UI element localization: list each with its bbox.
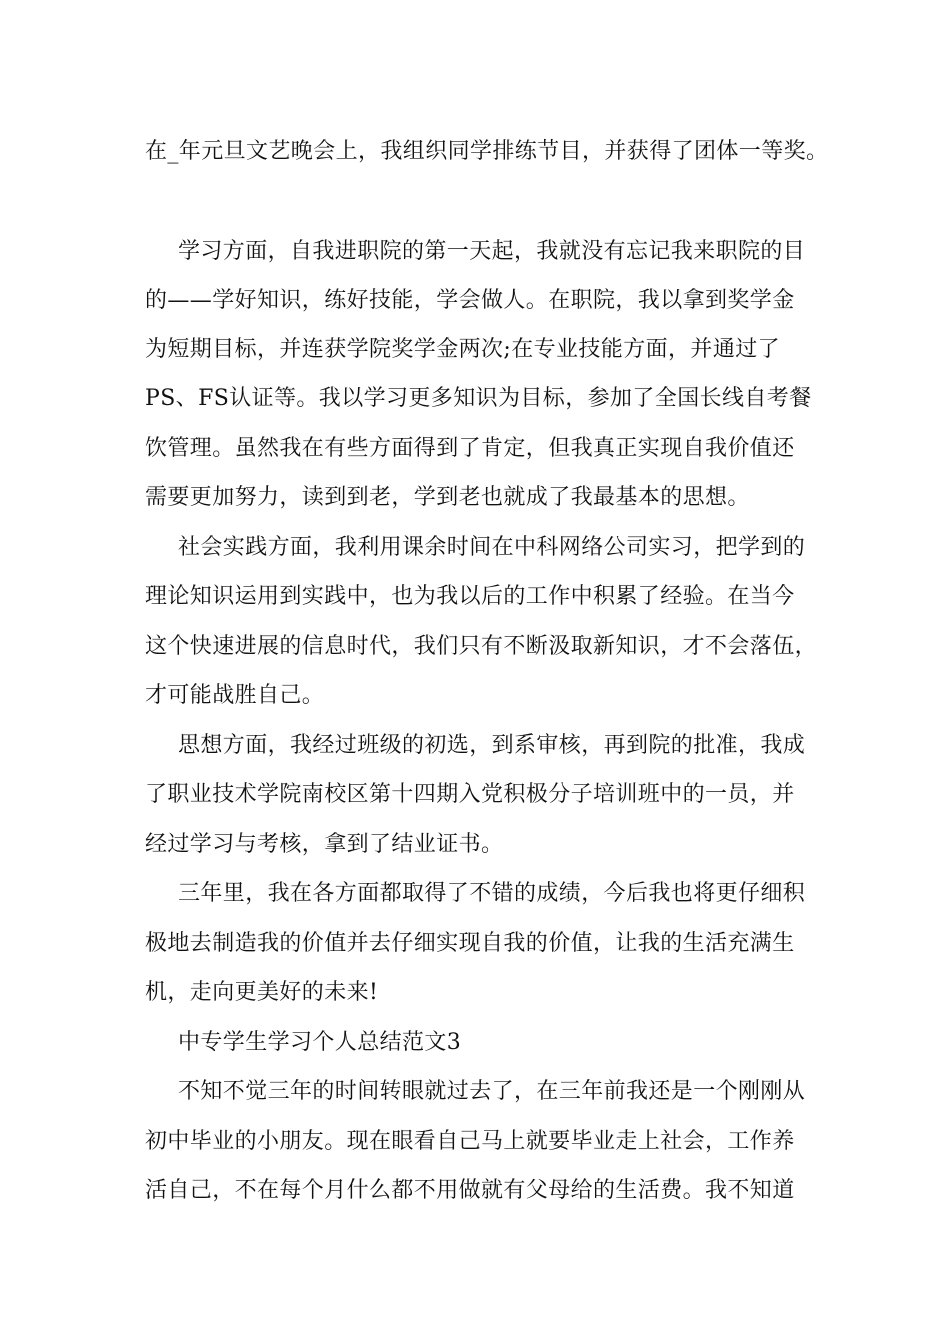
paragraph-line: PS、FS认证等。我以学习更多知识为目标，参加了全国长线自考餐 [145, 386, 812, 411]
paragraph-line: 需要更加努力，读到到老，学到老也就成了我最基本的思想。 [145, 485, 750, 510]
paragraph-line: 学习方面，自我进职院的第一天起，我就没有忘记我来职院的目 [178, 239, 806, 264]
paragraph-line: 活自己，不在每个月什么都不用做就有父母给的生活费。我不知道 [145, 1178, 795, 1203]
paragraph-line: 理论知识运用到实践中，也为我以后的工作中积累了经验。在当今 [145, 584, 795, 609]
paragraph-line: 极地去制造我的价值并去仔细实现自我的价值，让我的生活充满生 [145, 931, 795, 956]
paragraph-line: 不知不觉三年的时间转眼就过去了，在三年前我还是一个刚刚从 [178, 1079, 806, 1104]
paragraph-line: 饮管理。虽然我在有些方面得到了肯定，但我真正实现自我价值还 [145, 436, 795, 461]
paragraph-line: 在_年元旦文艺晚会上，我组织同学排练节目，并获得了团体一等奖。 [145, 139, 829, 164]
paragraph-line: 才可能战胜自己。 [145, 683, 325, 708]
paragraph-line: 思想方面，我经过班级的初选，到系审核，再到院的批准，我成 [178, 733, 806, 758]
paragraph-line: 了职业技术学院南校区第十四期入党积极分子培训班中的一员，并 [145, 782, 795, 807]
section-heading: 中专学生学习个人总结范文3 [178, 1030, 462, 1055]
paragraph-line: 三年里，我在各方面都取得了不错的成绩，今后我也将更仔细积 [178, 881, 806, 906]
paragraph-line: 机，走向更美好的未来! [145, 980, 379, 1005]
paragraph-line: 初中毕业的小朋友。现在眼看自己马上就要毕业走上社会，工作养 [145, 1129, 795, 1154]
paragraph-line: 为短期目标，并连获学院奖学金两次;在专业技能方面，并通过了 [145, 337, 781, 362]
paragraph-line: 的——学好知识，练好技能，学会做人。在职院，我以拿到奖学金 [145, 288, 795, 313]
paragraph-line: 这个快速进展的信息时代，我们只有不断汲取新知识，才不会落伍， [145, 634, 818, 659]
paragraph-line: 经过学习与考核，拿到了结业证书。 [145, 832, 504, 857]
paragraph-line: 社会实践方面，我利用课余时间在中科网络公司实习，把学到的 [178, 535, 806, 560]
